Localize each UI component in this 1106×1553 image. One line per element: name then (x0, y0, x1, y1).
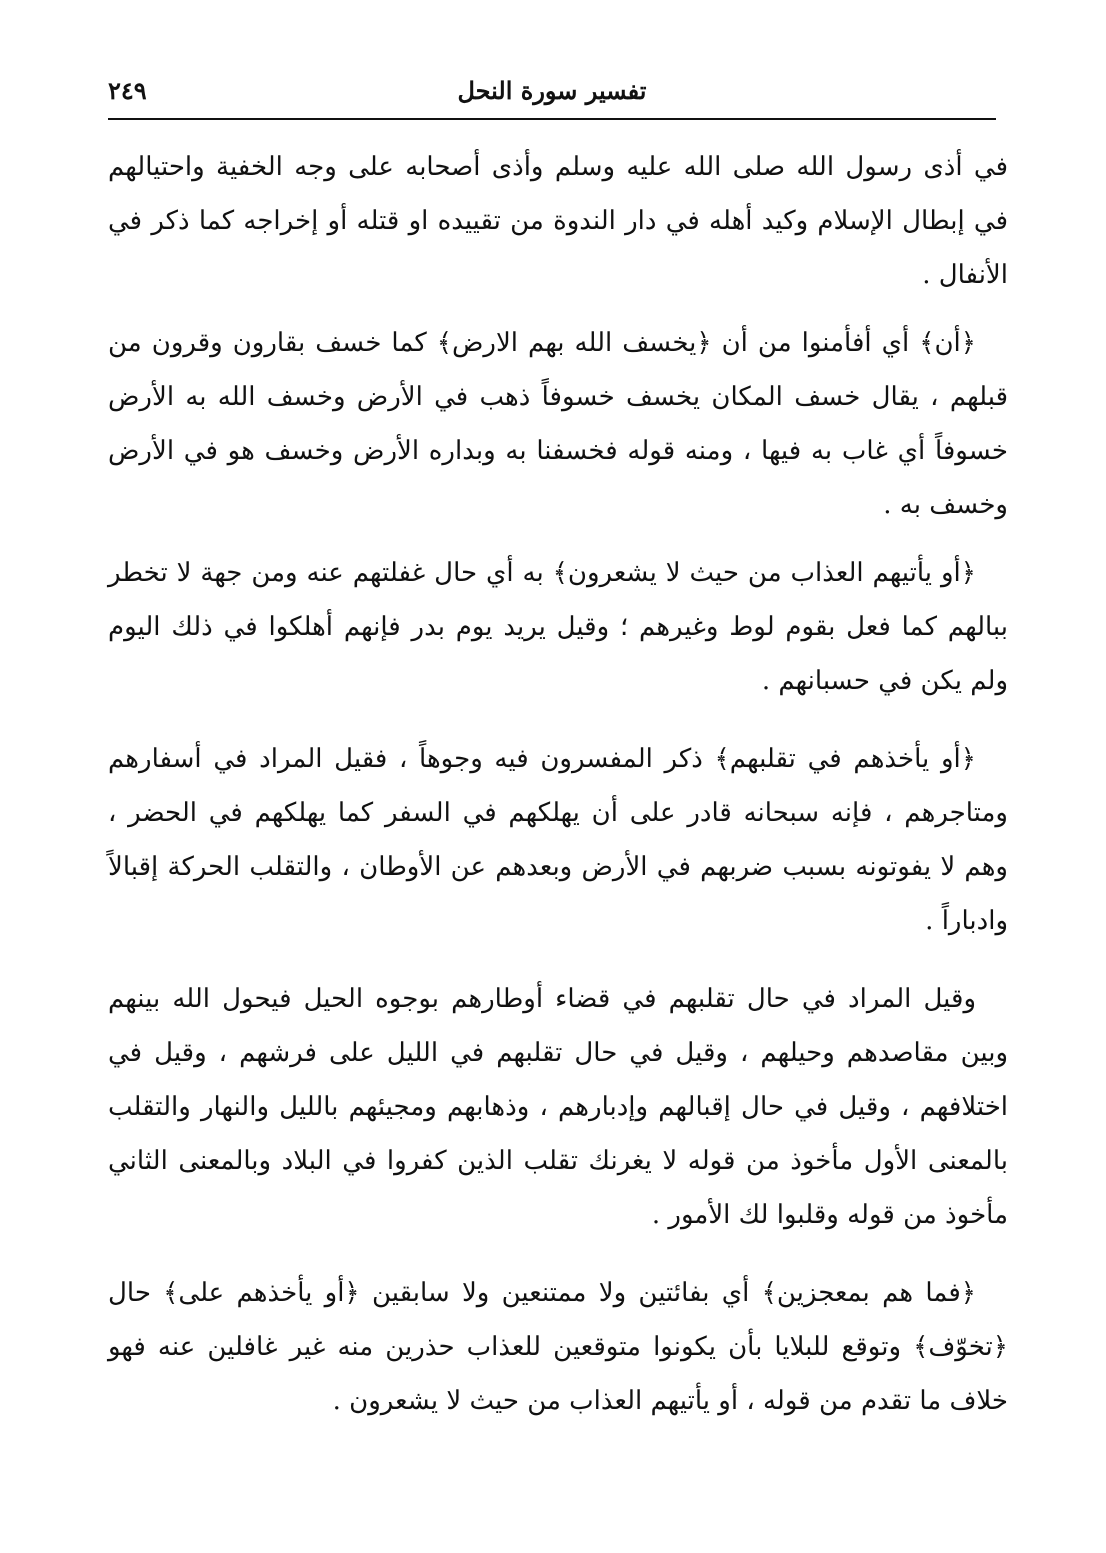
paragraph-2: ﴿أن﴾ أي أفأمنوا من أن ﴿يخسف الله بهم الارض﴾ كما خسف بقارون وقرون من قبلهم ، يقال خسف المكان يخسف خسوفاً ذهب في الأرض وخسف الله به الأرض خسوفاً أي غاب به فيها ، ومنه قوله فخسفنا به وبداره الأرض وخسف هو في الأرض وخسف به . (108, 328, 1008, 520)
running-title: تفسير سورة النحل (457, 76, 647, 105)
paragraph-1: في أذى رسول الله صلى الله عليه وسلم وأذى أصحابه على وجه الخفية واحتيالهم في إبطال الإسلام وكيد أهله في دار الندوة من تقييده او قتله أو إخراجه كما ذكر في الأنفال . (108, 152, 1008, 290)
paragraph-4: ﴿أو يأخذهم في تقلبهم﴾ ذكر المفسرون فيه وجوهاً ، فقيل المراد في أسفارهم ومتاجرهم ، فإنه سبحانه قادر على أن يهلكهم في السفر كما يهلكهم في الحضر ، وهم لا يفوتونه بسبب ضربهم في الأرض وبعدهم عن الأوطان ، والتقلب الحركة إقبالاً وادباراً . (108, 744, 1008, 936)
body-text (108, 140, 1008, 1540)
paragraph-3: ﴿أو يأتيهم العذاب من حيث لا يشعرون﴾ به أي حال غفلتهم عنه ومن جهة لا تخطر ببالهم كما فعل بقوم لوط وغيرهم ؛ وقيل يريد يوم بدر فإنهم أهلكوا في ذلك اليوم ولم يكن في حسبانهم . (108, 558, 1008, 696)
paragraph-5: وقيل المراد في حال تقلبهم في قضاء أوطارهم بوجوه الحيل فيحول الله بينهم وبين مقاصدهم وحيلهم ، وقيل في حال تقلبهم في الليل على فرشهم ، وقيل في اختلافهم ، وقيل في حال إقبالهم وإدبارهم ، وذهابهم ومجيئهم بالليل والنهار والتقلب بالمعنى الأول مأخوذ من قوله لا يغرنك تقلب الذين كفروا في البلاد وبالمعنى الثاني مأخوذ من قوله وقلبوا لك الأمور . (108, 984, 1008, 1230)
header-divider (108, 118, 996, 120)
paragraph-6: ﴿فما هم بمعجزين﴾ أي بفائتين ولا ممتنعين ولا سابقين ﴿أو يأخذهم على﴾ حال ﴿تخوّف﴾ وتوقع للبلايا بأن يكونوا متوقعين للعذاب حذرين منه غير غافلين عنه فهو خلاف ما تقدم من قوله ، أو يأتيهم العذاب من حيث لا يشعرون . (108, 1278, 1008, 1416)
page-number: ٢٤٩ (108, 76, 147, 105)
page-header (108, 68, 996, 120)
